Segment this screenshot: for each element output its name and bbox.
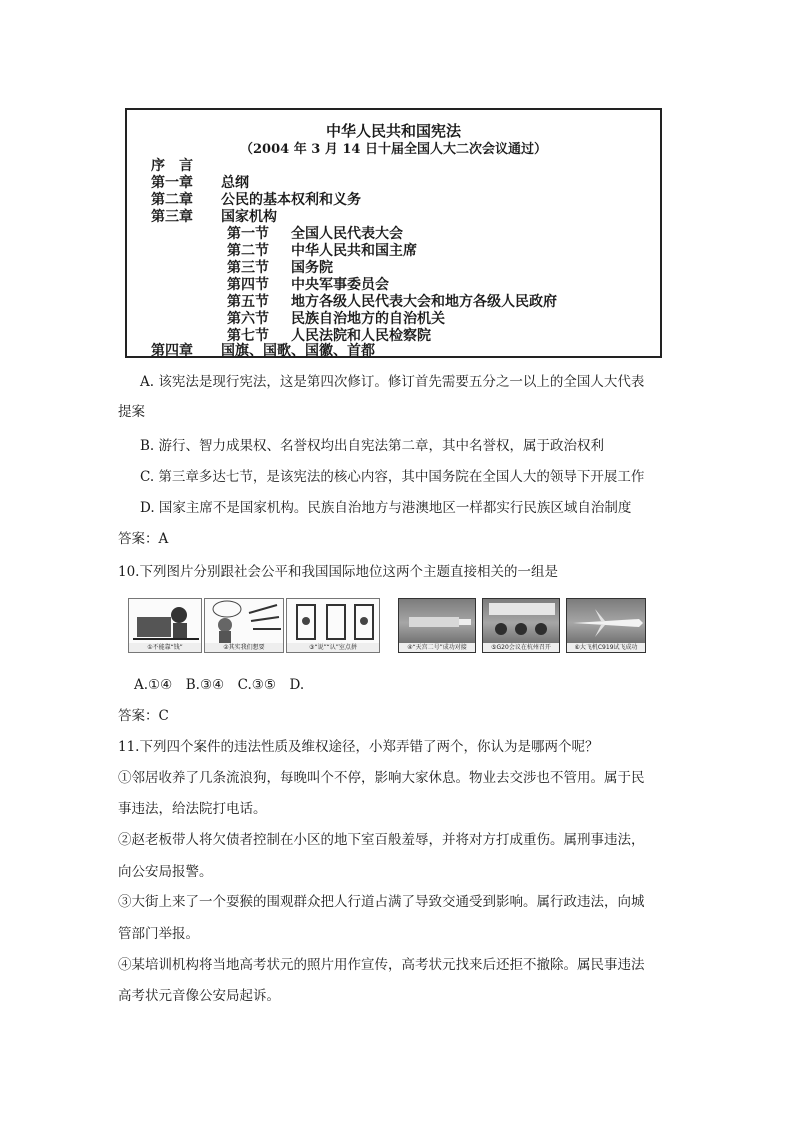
section-3-num: 第三节: [227, 260, 269, 276]
section-7-num: 第七节: [227, 328, 269, 344]
q10-caption-5: ⑤G20会议在杭州召开: [483, 643, 559, 652]
q10-image-6: [566, 598, 646, 653]
q10-image-2: [204, 598, 284, 653]
cartoon-money-figure: [129, 599, 202, 645]
q11-item2-line1: ②赵老板带人将欠债者控制在小区的地下室百般羞辱，并将对方打成重伤。属刑事违法，: [118, 832, 645, 848]
section-1-num: 第一节: [227, 226, 269, 242]
q10-caption-4: ④“天宫二号”成功对接: [399, 643, 475, 652]
section-6-num: 第六节: [227, 311, 269, 327]
q9-option-a-line1: A. 该宪法是现行宪法，这是第四次修订。修订首先需要五分之一以上的全国人大代表: [140, 374, 645, 390]
q11-stem: 11.下列四个案件的违法性质及维权途径，小郑弄错了两个，你认为是哪两个呢？: [118, 739, 599, 755]
chapter-1-name: 总纲: [221, 175, 249, 191]
q11-item3-line2: 管部门举报。: [118, 926, 199, 942]
chapter-4-name: 国旗、国歌、国徽、首都: [221, 343, 375, 359]
section-5-num: 第五节: [227, 294, 269, 310]
q10-image-5: [482, 598, 560, 653]
chapter-3-name: 国家机构: [221, 209, 277, 225]
section-2-num: 第二节: [227, 243, 269, 259]
chapter-4-num: 第四章: [151, 343, 193, 359]
space-station-photo: [399, 599, 476, 645]
chapter-1-num: 第一章: [151, 175, 193, 191]
q11-item1-line1: ①邻居收养了几条流浪狗，每晚叫个不停，影响大家休息。物业去交涉也不管用。属于民: [118, 770, 645, 786]
q10-stem: 10.下列图片分别跟社会公平和我国国际地位这两个主题直接相关的一组是: [118, 564, 558, 580]
section-6-name: 民族自治地方的自治机关: [291, 311, 445, 327]
q9-option-c: C. 第三章多达七节，是该宪法的核心内容，其中国务院在全国人大的领导下开展工作: [140, 469, 645, 485]
section-5-name: 地方各级人民代表大会和地方各级人民政府: [291, 294, 557, 310]
chapter-2-num: 第二章: [151, 192, 193, 208]
section-1-name: 全国人民代表大会: [291, 226, 403, 242]
q9-option-d: D. 国家主席不是国家机构。民族自治地方与港澳地区一样都实行民族区域自治制度: [140, 500, 632, 516]
cartoon-gates-figure: [287, 599, 380, 645]
q11-item1-line2: 事违法，给法院打电话。: [118, 801, 267, 817]
q10-image-3: [286, 598, 380, 653]
q11-item4-line1: ④某培训机构将当地高考状元的照片用作宣传，高考状元找来后还拒不撤除。属民事违法: [118, 957, 645, 973]
q10-options: A.①④ B.③④ C.③⑤ D.: [134, 677, 305, 693]
constitution-contents-figure: [125, 108, 662, 358]
q11-item3-line1: ③大街上来了一个耍猴的围观群众把人行道占满了导致交通受到影响。属行政违法，向城: [118, 894, 645, 910]
section-7-name: 人民法院和人民检察院: [291, 328, 431, 344]
q9-option-b: B. 游行、智力成果权、名誉权均出自宪法第二章，其中名誉权，属于政治权利: [140, 438, 605, 454]
section-2-name: 中华人民共和国主席: [291, 243, 417, 259]
q9-option-a-line2: 提案: [118, 404, 145, 420]
q10-image-1: [128, 598, 202, 653]
q9-answer: 答案：A: [118, 531, 169, 547]
q10-answer: 答案：C: [118, 708, 169, 724]
section-3-name: 国务院: [291, 260, 333, 276]
constitution-subtitle: （2004 年 3 月 14 日十届全国人大二次会议通过）: [240, 142, 547, 157]
q11-item2-line2: 向公安局报警。: [118, 864, 213, 880]
q10-caption-3: ③“说”“认”室点拼: [287, 643, 379, 652]
g20-summit-photo: [483, 599, 560, 645]
q11-item4-line2: 高考状元音像公安局起诉。: [118, 988, 280, 1004]
cartoon-discussion-figure: [205, 599, 284, 645]
c919-aircraft-photo: [567, 599, 646, 645]
q10-caption-1: ①不能靠“钱”: [129, 643, 201, 652]
section-4-num: 第四节: [227, 277, 269, 293]
q10-image-4: [398, 598, 476, 653]
chapter-2-name: 公民的基本权利和义务: [221, 192, 361, 208]
q10-caption-2: ②其实我们想要: [205, 643, 283, 652]
section-4-name: 中央军事委员会: [291, 277, 389, 293]
q10-caption-6: ⑥大飞机C919试飞成功: [567, 643, 645, 652]
preface-label: 序 言: [151, 158, 193, 174]
constitution-title: 中华人民共和国宪法: [325, 122, 461, 140]
chapter-3-num: 第三章: [151, 209, 193, 225]
